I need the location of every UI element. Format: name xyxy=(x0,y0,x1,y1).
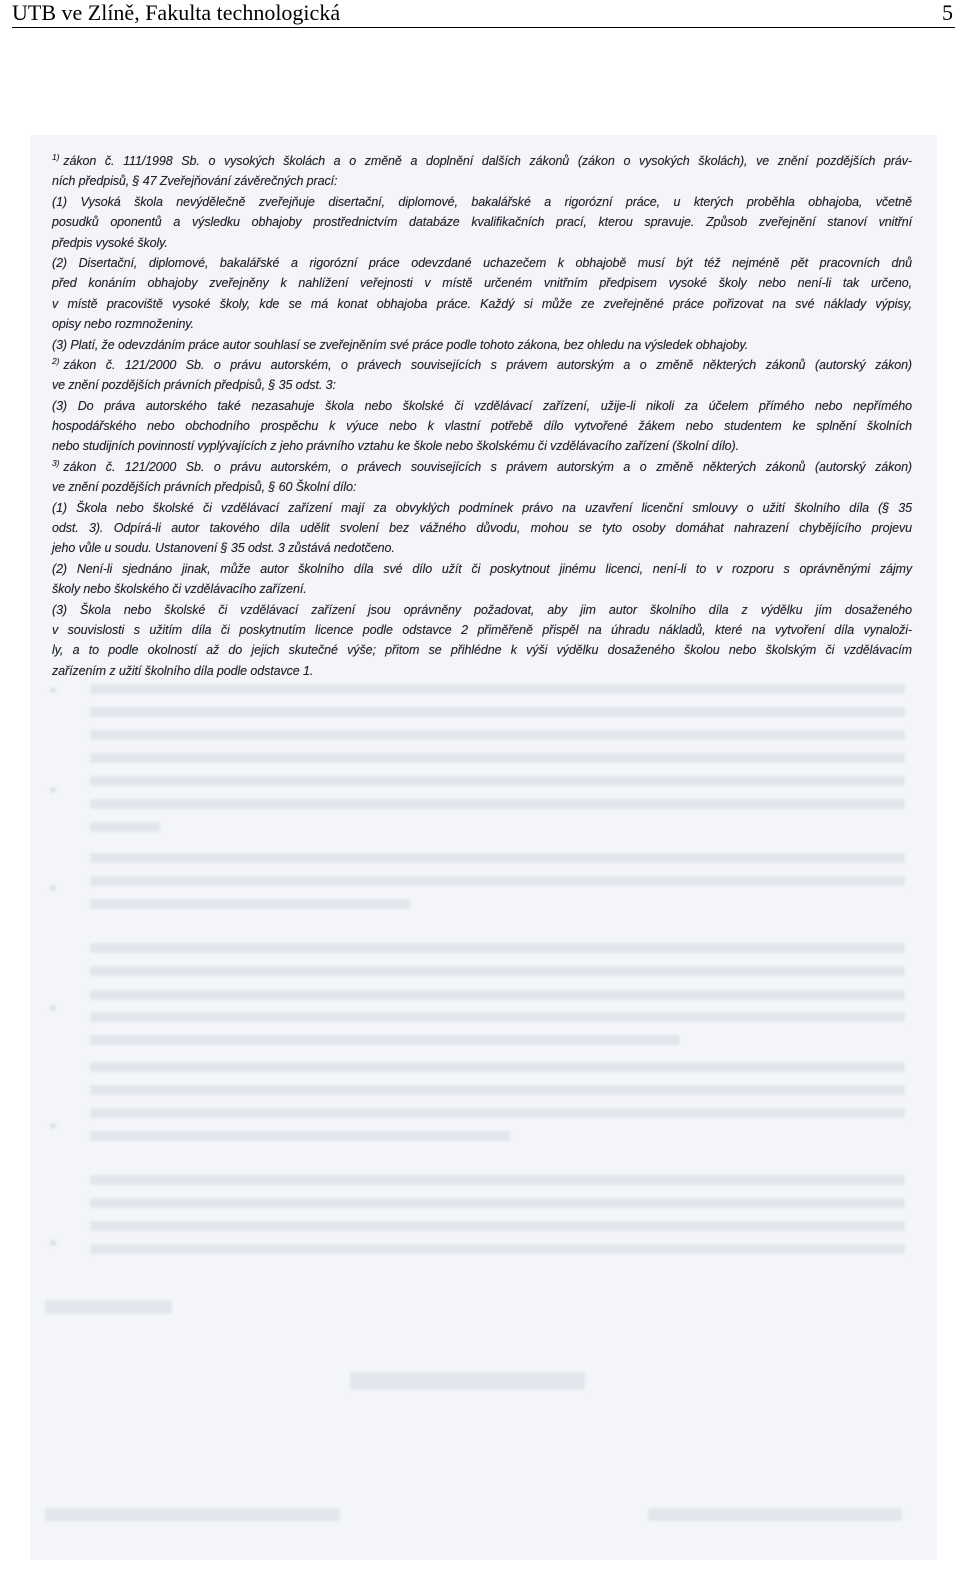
bleed-through-line xyxy=(90,1198,905,1208)
bleed-through-line xyxy=(90,822,160,832)
scanned-page-image xyxy=(30,135,937,1560)
bleed-through-line xyxy=(45,1508,340,1521)
footnote-line: hospodářského nebo obchodního prospěchu k výuce nebo k vlastní potřebě dílo vytvořené žákem nebo studentem ke splnění školních xyxy=(52,419,912,434)
bleed-through-line xyxy=(90,990,905,1000)
footnote-line: posudků oponentů a výsledku obhajoby prostřednictvím databáze kvalifikačních prací, kterou spravuje. Způsob zveřejnění stanoví vnitřní xyxy=(52,215,912,230)
footnote-line: ních předpisů, § 47 Zveřejňování závěrečných prací: xyxy=(52,174,338,189)
bleed-through-line xyxy=(90,1221,905,1231)
footnote-marker: 3) xyxy=(52,457,60,468)
bleed-through-line xyxy=(90,707,905,717)
footnote-line: zařízením z užití školního díla podle odstavce 1. xyxy=(52,663,314,678)
bleed-through-line xyxy=(90,853,905,863)
footnote-line: (3) Platí, že odevzdáním práce autor souhlasí se zveřejněním své práce podle tohoto zákona, bez ohledu na výsledek obhajoby. xyxy=(52,337,749,352)
bleed-through-line xyxy=(90,730,905,740)
footnote-line: (2) Není-li sjednáno jinak, může autor školního díla své dílo užít či poskytnout jinému licenci, není-li to v rozporu s oprávněnými zájmy xyxy=(52,561,912,576)
footnote-line: (3) Škola nebo školské či vzdělávací zařízení jsou oprávněny požadovat, aby jim autor školního díla z výdělku jím dosaženého xyxy=(52,602,912,617)
footnote-marker: 1) xyxy=(52,152,60,162)
bleed-through-line xyxy=(350,1372,585,1390)
bleed-through-line xyxy=(90,1012,905,1022)
bleed-through-line xyxy=(90,1108,905,1118)
page-number: 5 xyxy=(942,0,953,25)
bleed-through-line xyxy=(90,899,410,909)
bleed-through-line xyxy=(90,876,905,886)
bleed-through-line xyxy=(90,1131,510,1141)
bleed-through-line xyxy=(90,1244,905,1254)
footnote-line: opisy nebo rozmnoženiny. xyxy=(52,317,194,332)
footnote-line: odst. 3). Odpírá-li autor takového díla udělit svolení bez vážného důvodu, mohou se tyto osoby domáhat nahrazení chybějícího projevu xyxy=(52,521,912,536)
bleed-through-line xyxy=(90,684,905,694)
bleed-through-bullet xyxy=(50,1005,56,1011)
footnote-text: zákon č. 121/2000 Sb. o právu autorském, o právech souvisejících s právem autorským a o změně některých zákonů (autorský zákon) xyxy=(63,357,912,372)
bleed-through-line xyxy=(90,1085,905,1095)
bleed-through-line xyxy=(90,1035,680,1045)
footnote-line: ve znění pozdějších právních předpisů, § 60 Školní dílo: xyxy=(52,480,357,495)
bleed-through-line xyxy=(90,799,905,809)
footnote-line: školy nebo školského či vzdělávacího zařízení. xyxy=(52,582,307,597)
bleed-through-line xyxy=(90,943,905,953)
bleed-through-line xyxy=(90,776,905,786)
bleed-through-line xyxy=(648,1508,902,1521)
footnote-line: (1) Škola nebo školské či vzdělávací zařízení mají za obvyklých podmínek právo na uzavření licenční smlouvy o užití školního díla (§ 35 xyxy=(52,500,912,515)
footnote-line: v místě pracoviště vysoké školy, kde se má konat obhajoba práce. Každý si může ze zveřejněné práce pořizovat na své náklady výpisy, xyxy=(52,296,912,311)
footnote-line: (3) Do práva autorského také nezasahuje škola nebo školské či vzdělávací zařízení, užije-li nikoli za účelem přímého nebo nepřímého xyxy=(52,398,912,413)
legal-footnotes xyxy=(52,151,912,681)
bleed-through-line xyxy=(90,753,905,763)
footnote-line: (2) Disertační, diplomové, bakalářské a rigorózní práce odevzdané uchazečem k obhajobě musí být též nejméně pět pracovních dnů xyxy=(52,255,912,270)
bleed-through-line xyxy=(90,1175,905,1185)
footnote-line: ly, a to podle okolností až do jejich skutečné výše; přitom se přihlédne k výši výdělku dosaženého školou nebo školským či vzdělávacím xyxy=(52,643,912,658)
bleed-through-line xyxy=(90,966,905,976)
bleed-through-bullet xyxy=(50,1123,56,1129)
page-header xyxy=(12,0,955,28)
bleed-through-line xyxy=(90,1062,905,1072)
bleed-through-bullet xyxy=(50,787,56,793)
footnote-line: jeho vůle u soudu. Ustanovení § 35 odst. 3 zůstává nedotčeno. xyxy=(52,541,395,556)
bleed-through-bullet xyxy=(50,687,56,693)
footnote-marker: 2) xyxy=(52,355,60,366)
footnote-line: v souvislosti s užitím díla či poskytnutím licence podle odstavce 2 přiměřeně přispěl na úhradu nákladů, které na vytvoření díla vynaloži- xyxy=(52,622,912,637)
bleed-through-bullet xyxy=(50,1240,56,1246)
footnote-line xyxy=(52,457,912,477)
footnote-text: zákon č. 121/2000 Sb. o právu autorském, o právech souvisejících s právem autorským a o změně některých zákonů (autorský zákon) xyxy=(63,459,912,474)
document-header-title: UTB ve Zlíně, Fakulta technologická xyxy=(12,0,341,25)
footnote-line: (1) Vysoká škola nevýdělečně zveřejňuje disertační, diplomové, bakalářské a rigorózní práce, u kterých proběhla obhajoba, včetně xyxy=(52,194,912,209)
footnote-text: zákon č. 111/1998 Sb. o vysokých školách a o změně a doplnění dalších zákonů (zákon o vysokých školách), ve znění pozdějších práv- xyxy=(63,154,912,168)
footnote-line xyxy=(52,355,912,375)
footnote-line: před konáním obhajoby zveřejněny k nahlížení veřejnosti v místě určeném vnitřním předpisem vysoké školy nebo není-li tak určeno, xyxy=(52,276,912,291)
footnote-line xyxy=(52,151,912,171)
footnote-line: předpis vysoké školy. xyxy=(52,235,168,250)
footnote-line: nebo studijních povinností vyplývajících z jeho právního vztahu ke škole nebo školskému či vzdělávacího zařízení (školní dílo). xyxy=(52,439,739,454)
bleed-through-line xyxy=(45,1300,172,1314)
bleed-through-bullet xyxy=(50,885,56,891)
footnote-line: ve znění pozdějších právních předpisů, § 35 odst. 3: xyxy=(52,378,336,393)
